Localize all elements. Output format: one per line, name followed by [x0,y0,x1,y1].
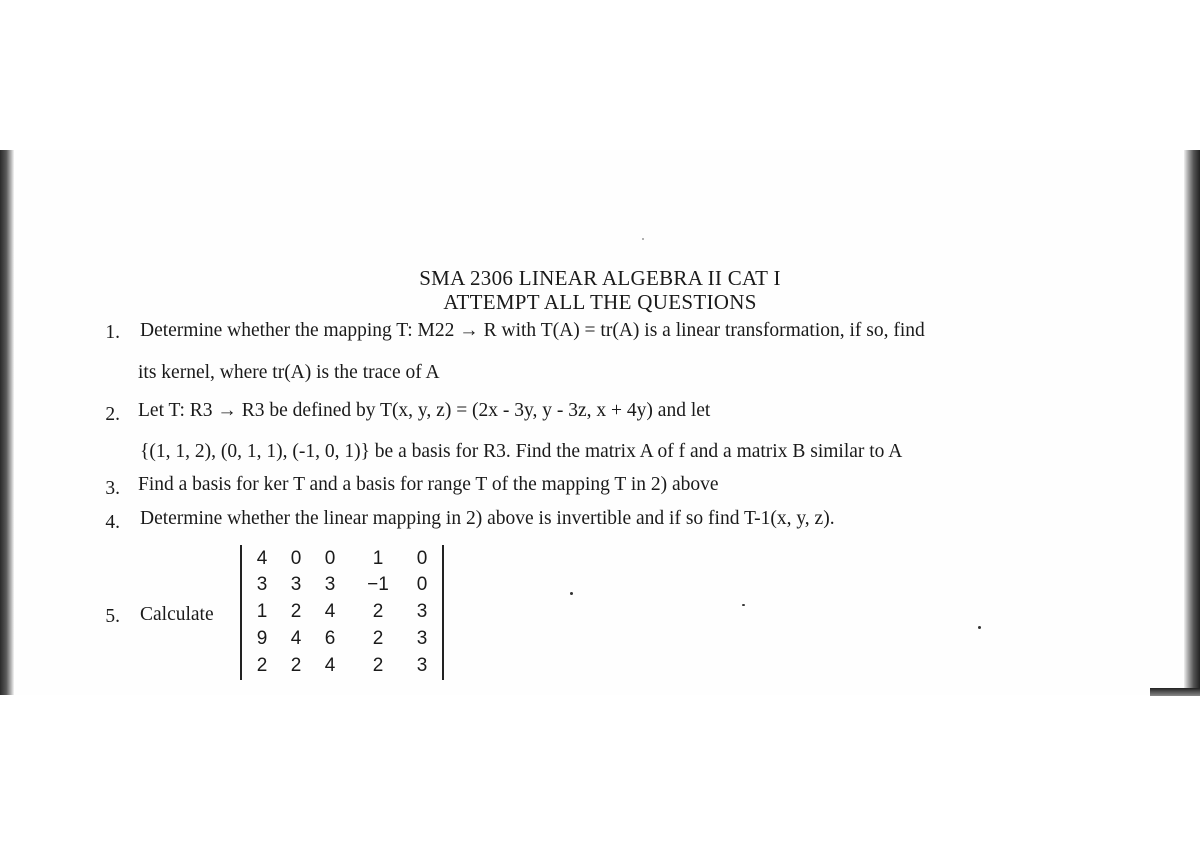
matrix-entry: 4 [290,628,302,649]
determinant-matrix [240,545,444,680]
question-text-line: Determine whether the mapping T: M22 → R with T(A) = tr(A) is a linear transformation, if so, find [140,320,925,341]
matrix-entry: 0 [416,548,428,569]
question-text-line: {(1, 1, 2), (0, 1, 1), (-1, 0, 1)} be a basis for R3. Find the matrix A of f and a matrix B similar to A [140,441,903,462]
matrix-entry: 2 [372,628,384,649]
matrix-entry: 3 [324,574,336,595]
matrix-entry: 3 [416,628,428,649]
question-label: Calculate [140,604,214,625]
instructions-heading: ATTEMPT ALL THE QUESTIONS [443,290,757,314]
matrix-entry: 2 [372,601,384,622]
matrix-entry: 4 [324,601,336,622]
matrix-entry: 1 [372,548,384,569]
matrix-entry: 6 [324,628,336,649]
question-text-line: Let T: R3 → R3 be defined by T(x, y, z) = (2x - 3y, y - 3z, x + 4y) and let [138,400,711,421]
scan-shadow-corner [1150,688,1200,696]
matrix-entry: 0 [290,548,302,569]
matrix-entry: 4 [324,655,336,676]
matrix-entry: 2 [290,655,302,676]
matrix-entry: 3 [416,655,428,676]
matrix-entry: 2 [290,601,302,622]
matrix-entry: 0 [324,548,336,569]
matrix-entry: 4 [256,548,268,569]
scan-shadow-left [0,150,14,695]
question-number: 1. [105,322,120,343]
matrix-entry: −1 [367,574,389,595]
matrix-entry: 2 [372,655,384,676]
matrix-entry: 9 [256,628,268,649]
question-number: 3. [105,478,120,499]
matrix-entry: 0 [416,574,428,595]
question-number: 4. [105,512,120,533]
matrix-entry: 3 [256,574,268,595]
matrix-entry: 3 [416,601,428,622]
scan-speck [978,626,981,629]
scan-speck [570,592,573,595]
scan-speck [742,604,745,606]
question-number: 5. [105,606,120,627]
course-title: SMA 2306 LINEAR ALGEBRA II CAT I [419,266,781,290]
matrix-entry: 1 [256,601,268,622]
question-text-line: Determine whether the linear mapping in 2) above is invertible and if so find T-1(x, y, z). [140,508,835,529]
matrix-entry: 2 [256,655,268,676]
question-text-line: Find a basis for ker T and a basis for range T of the mapping T in 2) above [138,474,719,495]
matrix-entry: 3 [290,574,302,595]
scan-shadow-right [1184,150,1200,695]
question-text-line: its kernel, where tr(A) is the trace of A [138,362,440,383]
question-number: 2. [105,404,120,425]
scan-speck [642,238,644,240]
